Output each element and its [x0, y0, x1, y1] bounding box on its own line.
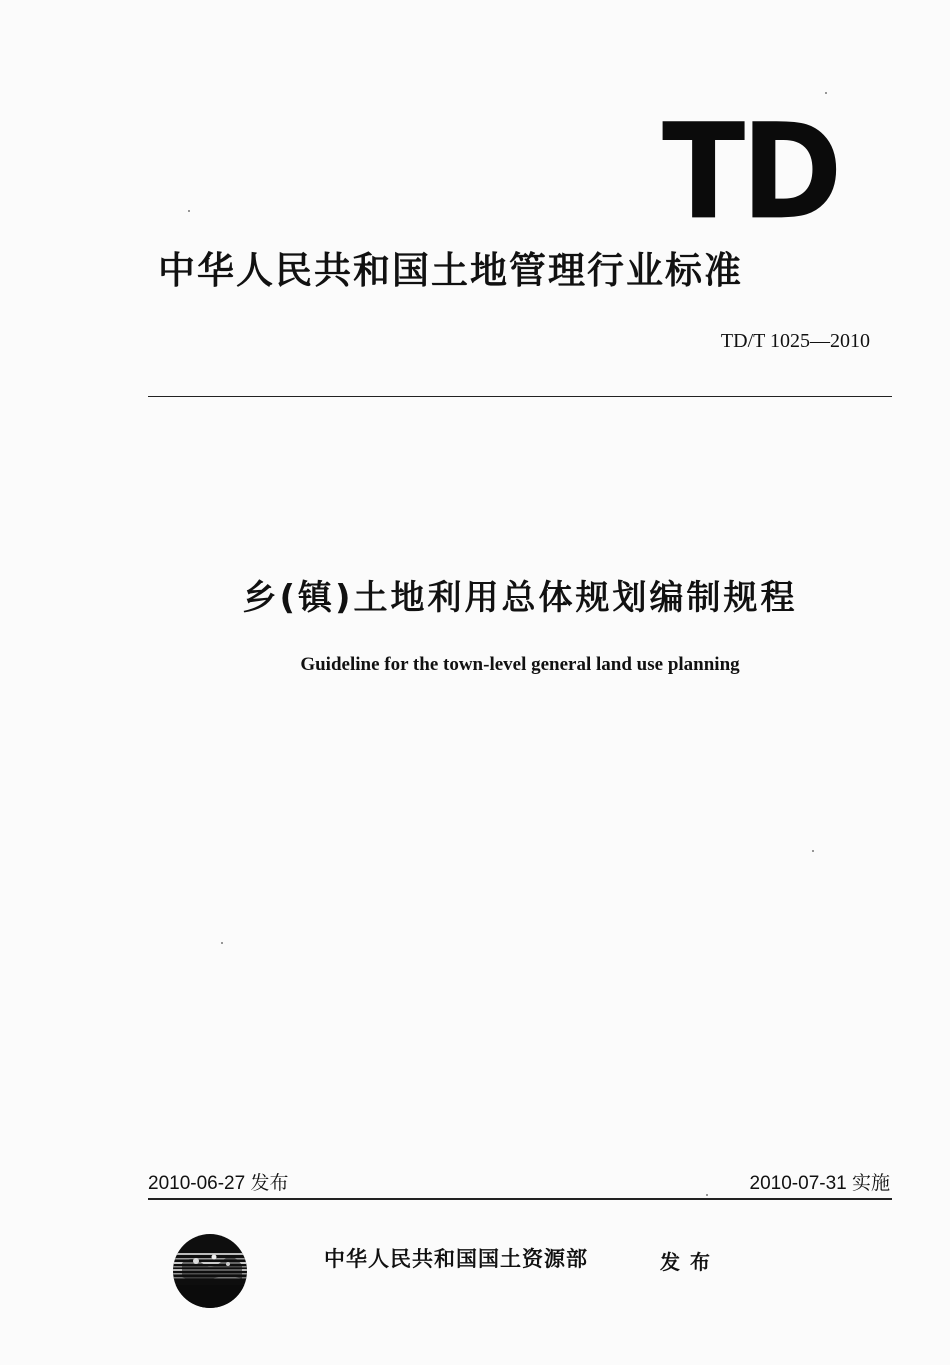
issuing-authority: 中华人民共和国国土资源部 — [324, 1247, 588, 1271]
document-title-chinese: 乡(镇)土地利用总体规划编制规程 — [242, 578, 798, 618]
issue-label: 发布 — [660, 1250, 720, 1274]
document-title-english: Guideline for the town-level general land use planning — [300, 654, 740, 675]
standard-number: TD/T 1025—2010 — [720, 330, 870, 352]
release-date: 2010-06-27 发布 — [148, 1173, 289, 1194]
implementation-date: 2010-07-31 实施 — [749, 1173, 890, 1194]
scan-speck — [706, 1194, 708, 1196]
bottom-divider — [148, 1198, 892, 1200]
top-divider — [148, 396, 892, 397]
scan-speck — [825, 92, 827, 94]
scan-speck — [812, 850, 814, 852]
scan-speck — [188, 210, 190, 212]
standard-category-title: 中华人民共和国土地管理行业标准 — [158, 249, 743, 292]
national-emblem-icon — [172, 1233, 248, 1309]
scan-speck — [221, 942, 223, 944]
td-logo: TD — [662, 95, 839, 249]
